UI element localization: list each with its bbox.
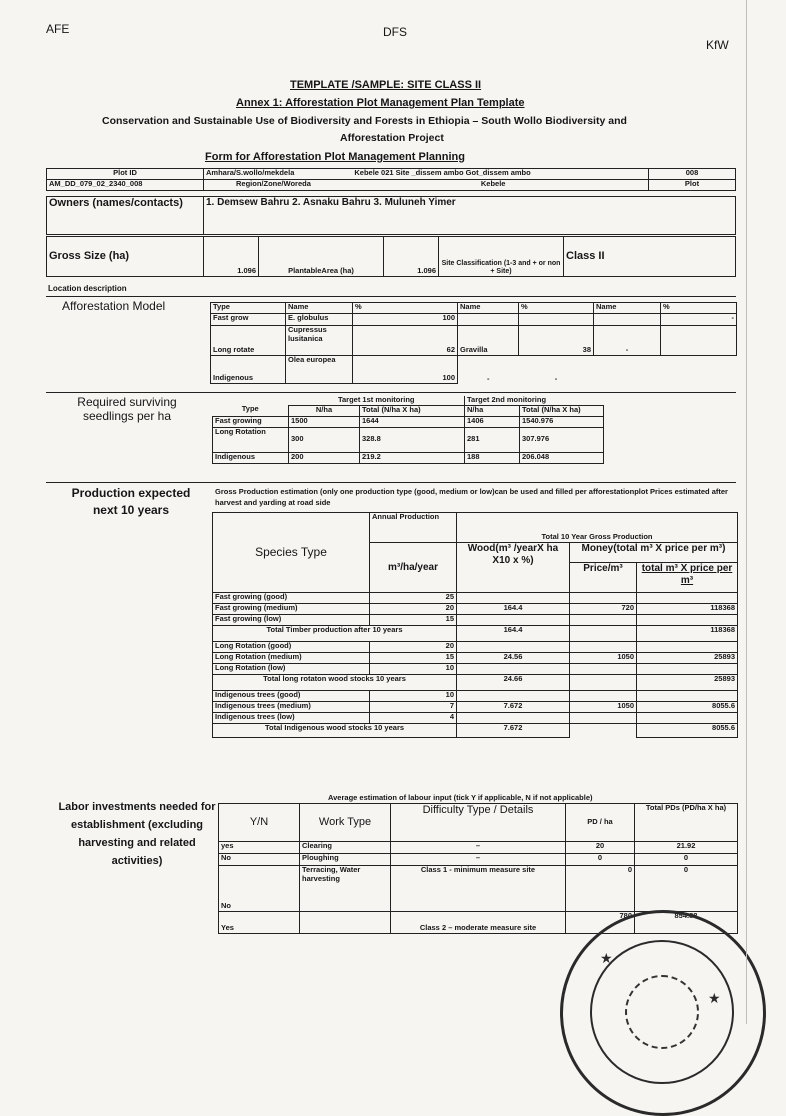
template-title: TEMPLATE /SAMPLE: SITE CLASS II — [290, 79, 482, 91]
production-total-wood: 164.4 — [457, 626, 570, 642]
seedlings-row-type: Indigenous — [213, 452, 289, 463]
wood-head: Wood(m³ /yearX ha X10 x %) — [457, 543, 570, 593]
official-stamp-center-seal — [625, 975, 699, 1049]
plot-id-table — [46, 168, 736, 191]
production-row-money — [637, 593, 738, 604]
site-class-label: Site Classification (1-3 and + or non + Site) — [439, 237, 564, 277]
model-row-name3 — [594, 314, 661, 326]
model-row-name2 — [458, 314, 519, 326]
production-note: Gross Production estimation (only one production type (good, medium or low)can be used and filled per afforestationplot Prices estimated after harvest and yarding at road side — [215, 487, 728, 507]
stamp-star-icon: ★ — [708, 990, 721, 1006]
labor-row-yn: Yes — [219, 912, 300, 934]
production-row-species: Long Rotation (good) — [213, 642, 370, 653]
production-row-species: Indigenous trees (good) — [213, 691, 370, 702]
form-title: Form for Afforestation Plot Management Planning — [205, 151, 465, 163]
project-title-line1: Conservation and Sustainable Use of Biodiversity and Forests in Ethiopia – South Wollo Biodiversity and — [102, 115, 627, 127]
model-head-type: Type — [211, 303, 286, 314]
production-row-money — [637, 691, 738, 702]
labor-row-total: 0 — [635, 854, 738, 866]
production-row-money — [637, 664, 738, 675]
region-value-text: Amhara/S.wollo/mekdela — [206, 168, 295, 177]
labor-head-difficulty: Difficulty Type / Details — [391, 804, 566, 842]
production-row-money: 25893 — [637, 653, 738, 664]
model-head-pct3: % — [661, 303, 737, 314]
labor-row-yn: No — [219, 854, 300, 866]
model-row-pct2 — [519, 314, 594, 326]
model-head-name2: Name — [458, 303, 519, 314]
labor-row-total: 0 — [635, 866, 738, 912]
production-row-annual: 10 — [370, 691, 457, 702]
production-row-wood: 164.4 — [457, 604, 570, 615]
production-total-wood: 24.66 — [457, 675, 570, 691]
production-total-price — [570, 626, 637, 642]
production-row-wood — [457, 615, 570, 626]
production-row-annual: 20 — [370, 642, 457, 653]
labor-row-work: Clearing — [300, 842, 391, 854]
target1-label: Target 1st monitoring — [337, 395, 415, 404]
production-row-price — [570, 713, 637, 724]
annual-production-head: Annual Production — [370, 513, 457, 543]
production-row-species: Fast growing (low) — [213, 615, 370, 626]
plot-id-value: AM_DD_079_02_2340_008 — [47, 180, 204, 191]
production-row-species: Fast growing (good) — [213, 593, 370, 604]
labor-row-work — [300, 912, 391, 934]
seedlings-row-total1: 219.2 — [360, 452, 465, 463]
labor-head-pdha: PD / ha — [566, 804, 635, 842]
production-row-annual: 10 — [370, 664, 457, 675]
seedlings-row-nha2: 188 — [465, 452, 520, 463]
production-row-price — [570, 593, 637, 604]
production-row-annual: 15 — [370, 615, 457, 626]
model-row-pct3: - — [661, 314, 737, 326]
model-row-name2: - — [487, 373, 490, 383]
region-label-text: Region/Zone/Woreda — [236, 179, 311, 188]
labor-row-difficulty: Class 2 – moderate measure site — [391, 912, 566, 934]
labor-row-total: 21.92 — [635, 842, 738, 854]
location-label: Location description — [48, 284, 127, 293]
site-class-value: Class II — [564, 237, 736, 277]
production-table — [212, 512, 738, 738]
model-row-pct3 — [661, 326, 737, 356]
annual-unit-head: m³/ha/year — [370, 543, 457, 593]
production-total-money: 25893 — [637, 675, 738, 691]
production-row-wood: 7.672 — [457, 702, 570, 713]
model-head-name1: Name — [286, 303, 353, 314]
production-row-money — [637, 642, 738, 653]
total10-head: Total 10 Year Gross Production — [457, 513, 738, 543]
production-row-annual: 25 — [370, 593, 457, 604]
production-row-price — [570, 691, 637, 702]
seedlings-row-total1: 328.8 — [360, 427, 465, 452]
gross-size-value: 1.096 — [204, 237, 259, 277]
region-value — [204, 169, 649, 180]
labor-row-yn: yes — [219, 842, 300, 854]
header-left-code: AFE — [46, 22, 70, 36]
afforestation-model-table — [210, 302, 737, 384]
model-row-name1: Cupressus lusitanica — [286, 326, 353, 356]
header-center-code: DFS — [383, 25, 407, 39]
page-fold-line — [746, 0, 747, 1024]
production-row-price — [570, 664, 637, 675]
seedlings-label: Required surviving seedlings per ha — [77, 395, 177, 423]
model-row-pct3 — [661, 356, 737, 384]
seedlings-divider — [46, 392, 736, 393]
production-row-species: Long Rotation (medium) — [213, 653, 370, 664]
labor-row-pdha: 0 — [566, 854, 635, 866]
owners-table — [46, 196, 736, 235]
seedlings-row-type: Long Rotation — [213, 427, 289, 452]
labor-head-yn: Y/N — [219, 804, 300, 842]
kebele-label: Kebele — [480, 179, 506, 188]
production-row-money — [637, 713, 738, 724]
production-total-label: Total long rotaton wood stocks 10 years — [213, 675, 457, 691]
region-label — [204, 180, 649, 191]
plot-number: 008 — [649, 169, 736, 180]
afforestation-model-label: Afforestation Model — [62, 299, 166, 313]
seedlings-head-type: Type — [213, 405, 289, 416]
production-row-wood — [457, 593, 570, 604]
production-total-price — [570, 724, 637, 738]
production-row-price: 1050 — [570, 702, 637, 713]
plantable-area-label: PlantableArea (ha) — [259, 237, 384, 277]
seedlings-row-total2: 206.048 — [520, 452, 604, 463]
production-row-annual: 4 — [370, 713, 457, 724]
money-head: Money(total m³ X price per m³) — [570, 543, 738, 563]
seedlings-row-type: Fast growing — [213, 416, 289, 427]
model-row-pct1: 100 — [353, 314, 458, 326]
owners-label: Owners (names/contacts) — [47, 197, 204, 235]
labor-row-work: Ploughing — [300, 854, 391, 866]
seedlings-head-total1: Total (N/ha X ha) — [360, 405, 465, 416]
production-total-price — [570, 675, 637, 691]
model-row-pct2: 38 — [519, 326, 594, 356]
production-total-wood: 7.672 — [457, 724, 570, 738]
production-row-annual: 20 — [370, 604, 457, 615]
labor-row-difficulty: – — [391, 854, 566, 866]
seedlings-row-nha2: 281 — [465, 427, 520, 452]
production-row-species: Long Rotation (low) — [213, 664, 370, 675]
total-price-head: total m³ X price per m³ — [637, 563, 738, 593]
production-row-price: 1050 — [570, 653, 637, 664]
model-row-type: Long rotate — [211, 326, 286, 356]
model-row-name3 — [594, 356, 661, 384]
production-total-money: 8055.6 — [637, 724, 738, 738]
model-row-name3: - — [594, 326, 661, 356]
production-row-money — [637, 615, 738, 626]
plot-label: Plot — [649, 180, 736, 191]
location-divider — [46, 296, 736, 297]
seedlings-table — [212, 396, 604, 464]
labor-row-yn: No — [219, 866, 300, 912]
project-title-line2: Afforestation Project — [340, 132, 444, 144]
model-row-pct1: 100 — [353, 356, 458, 384]
seedlings-head-total2: Total (N/ha X ha) — [520, 405, 604, 416]
labor-row-difficulty: – — [391, 842, 566, 854]
labor-row-pdha: 20 — [566, 842, 635, 854]
production-row-wood — [457, 664, 570, 675]
production-row-wood: 24.56 — [457, 653, 570, 664]
stamp-star-icon: ★ — [600, 950, 613, 966]
model-head-pct2: % — [519, 303, 594, 314]
labor-label: Labor investments needed for establishment (excluding harvesting and related activities) — [58, 801, 216, 868]
seedlings-row-total2: 307.976 — [520, 427, 604, 452]
production-row-price: 720 — [570, 604, 637, 615]
model-head-pct1: % — [353, 303, 458, 314]
production-row-annual: 15 — [370, 653, 457, 664]
production-row-wood — [457, 713, 570, 724]
labor-row-pdha: 780 — [566, 912, 635, 934]
kebele-value: Kebele 021 Site _dissem ambo Got_dissem ambo — [354, 168, 531, 177]
model-row-type: Fast grow — [211, 314, 286, 326]
seedlings-head-nha2: N/ha — [465, 405, 520, 416]
production-row-species: Indigenous trees (medium) — [213, 702, 370, 713]
production-row-annual: 7 — [370, 702, 457, 713]
seedlings-row-nha1: 300 — [289, 427, 360, 452]
production-row-wood — [457, 691, 570, 702]
production-row-species: Indigenous trees (low) — [213, 713, 370, 724]
production-total-money: 118368 — [637, 626, 738, 642]
labor-row-difficulty: Class 1 - minimum measure site — [391, 866, 566, 912]
labor-row-pdha: 0 — [566, 866, 635, 912]
labor-average-note: Average estimation of labour input (tick Y if applicable, N if not applicable) — [328, 793, 593, 802]
model-head-name3: Name — [594, 303, 661, 314]
production-total-label: Total Indigenous wood stocks 10 years — [213, 724, 457, 738]
production-row-money: 8055.6 — [637, 702, 738, 713]
header-right-logo: KfW — [706, 38, 729, 52]
seedlings-row-nha1: 200 — [289, 452, 360, 463]
production-divider — [46, 482, 736, 483]
gross-size-table — [46, 236, 736, 277]
gross-size-label: Gross Size (ha) — [47, 237, 204, 277]
model-row-pct1: 62 — [353, 326, 458, 356]
seedlings-head-nha1: N/ha — [289, 405, 360, 416]
labor-row-total: 854.88 — [635, 912, 738, 934]
seedlings-row-nha1: 1500 — [289, 416, 360, 427]
plot-id-label: Plot ID — [47, 169, 204, 180]
production-row-species: Fast growing (medium) — [213, 604, 370, 615]
target2-label: Target 2nd monitoring — [465, 396, 604, 405]
model-row-name1: E. globulus — [286, 314, 353, 326]
seedlings-row-total2: 1540.976 — [520, 416, 604, 427]
labor-row-work: Terracing, Water harvesting — [300, 866, 391, 912]
plantable-area-value: 1.096 — [384, 237, 439, 277]
model-row-pct2: - — [554, 373, 558, 383]
seedlings-row-nha2: 1406 — [465, 416, 520, 427]
production-label: Production expected next 10 years — [71, 486, 191, 518]
production-total-label: Total Timber production after 10 years — [213, 626, 457, 642]
production-row-money: 118368 — [637, 604, 738, 615]
annex-title: Annex 1: Afforestation Plot Management Plan Template — [236, 97, 525, 109]
labor-head-work: Work Type — [300, 804, 391, 842]
seedlings-row-total1: 1644 — [360, 416, 465, 427]
labor-head-total: Total PDs (PD/ha X ha) — [635, 804, 738, 842]
price-head: Price/m³ — [570, 563, 637, 593]
production-row-wood — [457, 642, 570, 653]
model-row-type: Indigenous — [211, 356, 286, 384]
model-row-name1: Olea europea — [286, 356, 353, 384]
owners-value: 1. Demsew Bahru 2. Asnaku Bahru 3. Muluneh Yimer — [204, 197, 736, 235]
model-row-name2: Gravilla — [458, 326, 519, 356]
production-row-price — [570, 615, 637, 626]
production-row-price — [570, 642, 637, 653]
species-type-head: Species Type — [213, 513, 370, 593]
